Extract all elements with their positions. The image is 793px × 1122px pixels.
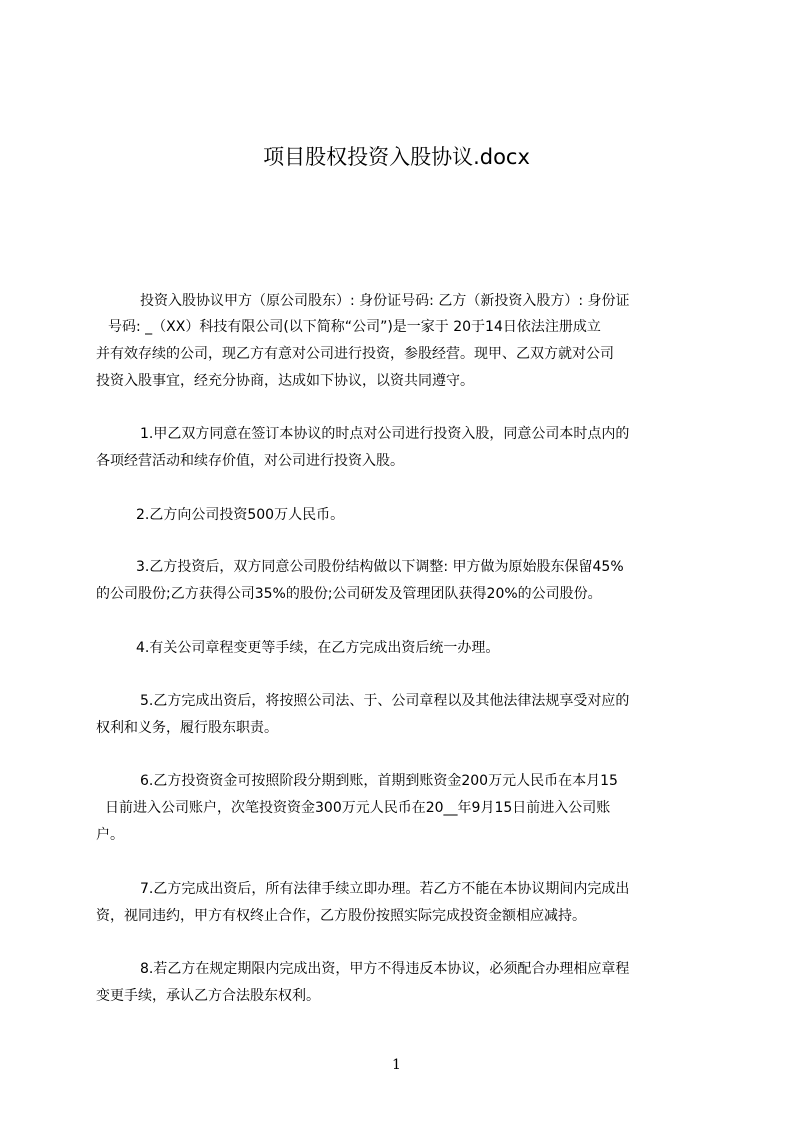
- intro-line-2: 号码: _（XX）科技有限公司(以下简称“公司”)是一家于 20于14日依法注册成立: [108, 319, 601, 335]
- clause-6-line-2: 日前进入公司账户，次笔投资资金300万元人民币在20__年9月15日前进入公司账: [105, 800, 611, 816]
- clause-6-line-1: 6.乙方投资资金可按照阶段分期到账，首期到账资金200万元人民币在本月15: [140, 773, 618, 789]
- clause-6-line-3: 户。: [96, 827, 124, 843]
- clause-1-line-2: 各项经营活动和续存价值，对公司进行投资入股。: [96, 453, 404, 469]
- clause-2-line-1: 2.乙方向公司投资500万人民币。: [136, 507, 345, 523]
- page-number: 1: [392, 1057, 401, 1073]
- intro-line-1: 投资入股协议甲方（原公司股东）: 身份证号码: 乙方（新投资入股方）: 身份证: [140, 293, 630, 309]
- intro-line-4: 投资入股事宜，经充分协商，达成如下协议，以资共同遵守。: [96, 373, 474, 389]
- document-title: 项目股权投资入股协议.docx: [263, 145, 530, 169]
- clause-8-line-2: 变更手续，承认乙方合法股东权利。: [96, 988, 320, 1004]
- clause-3-line-1: 3.乙方投资后，双方同意公司股份结构做以下调整: 甲方做为原始股东保留45%: [136, 559, 624, 575]
- clause-7-line-2: 资，视同违约，甲方有权终止合作，乙方股份按照实际完成投资金额相应减持。: [96, 908, 586, 924]
- clause-5-line-1: 5.乙方完成出资后，将按照公司法、于、公司章程以及其他法律法规享受对应的: [140, 693, 630, 709]
- intro-line-3: 并有效存续的公司，现乙方有意对公司进行投资，参股经营。现甲、乙双方就对公司: [96, 346, 614, 362]
- clause-5-line-2: 权利和义务，履行股东职责。: [96, 720, 278, 736]
- clause-4-line-1: 4.有关公司章程变更等手续，在乙方完成出资后统一办理。: [136, 640, 500, 656]
- clause-1-line-1: 1.甲乙双方同意在签订本协议的时点对公司进行投资入股，同意公司本时点内的: [140, 426, 630, 442]
- clause-8-line-1: 8.若乙方在规定期限内完成出资，甲方不得违反本协议，必须配合办理相应章程: [140, 961, 630, 977]
- clause-7-line-1: 7.乙方完成出资后，所有法律手续立即办理。若乙方不能在本协议期间内完成出: [140, 881, 630, 897]
- clause-3-line-2: 的公司股份;乙方获得公司35%的股份;公司研发及管理团队获得20%的公司股份。: [96, 586, 602, 602]
